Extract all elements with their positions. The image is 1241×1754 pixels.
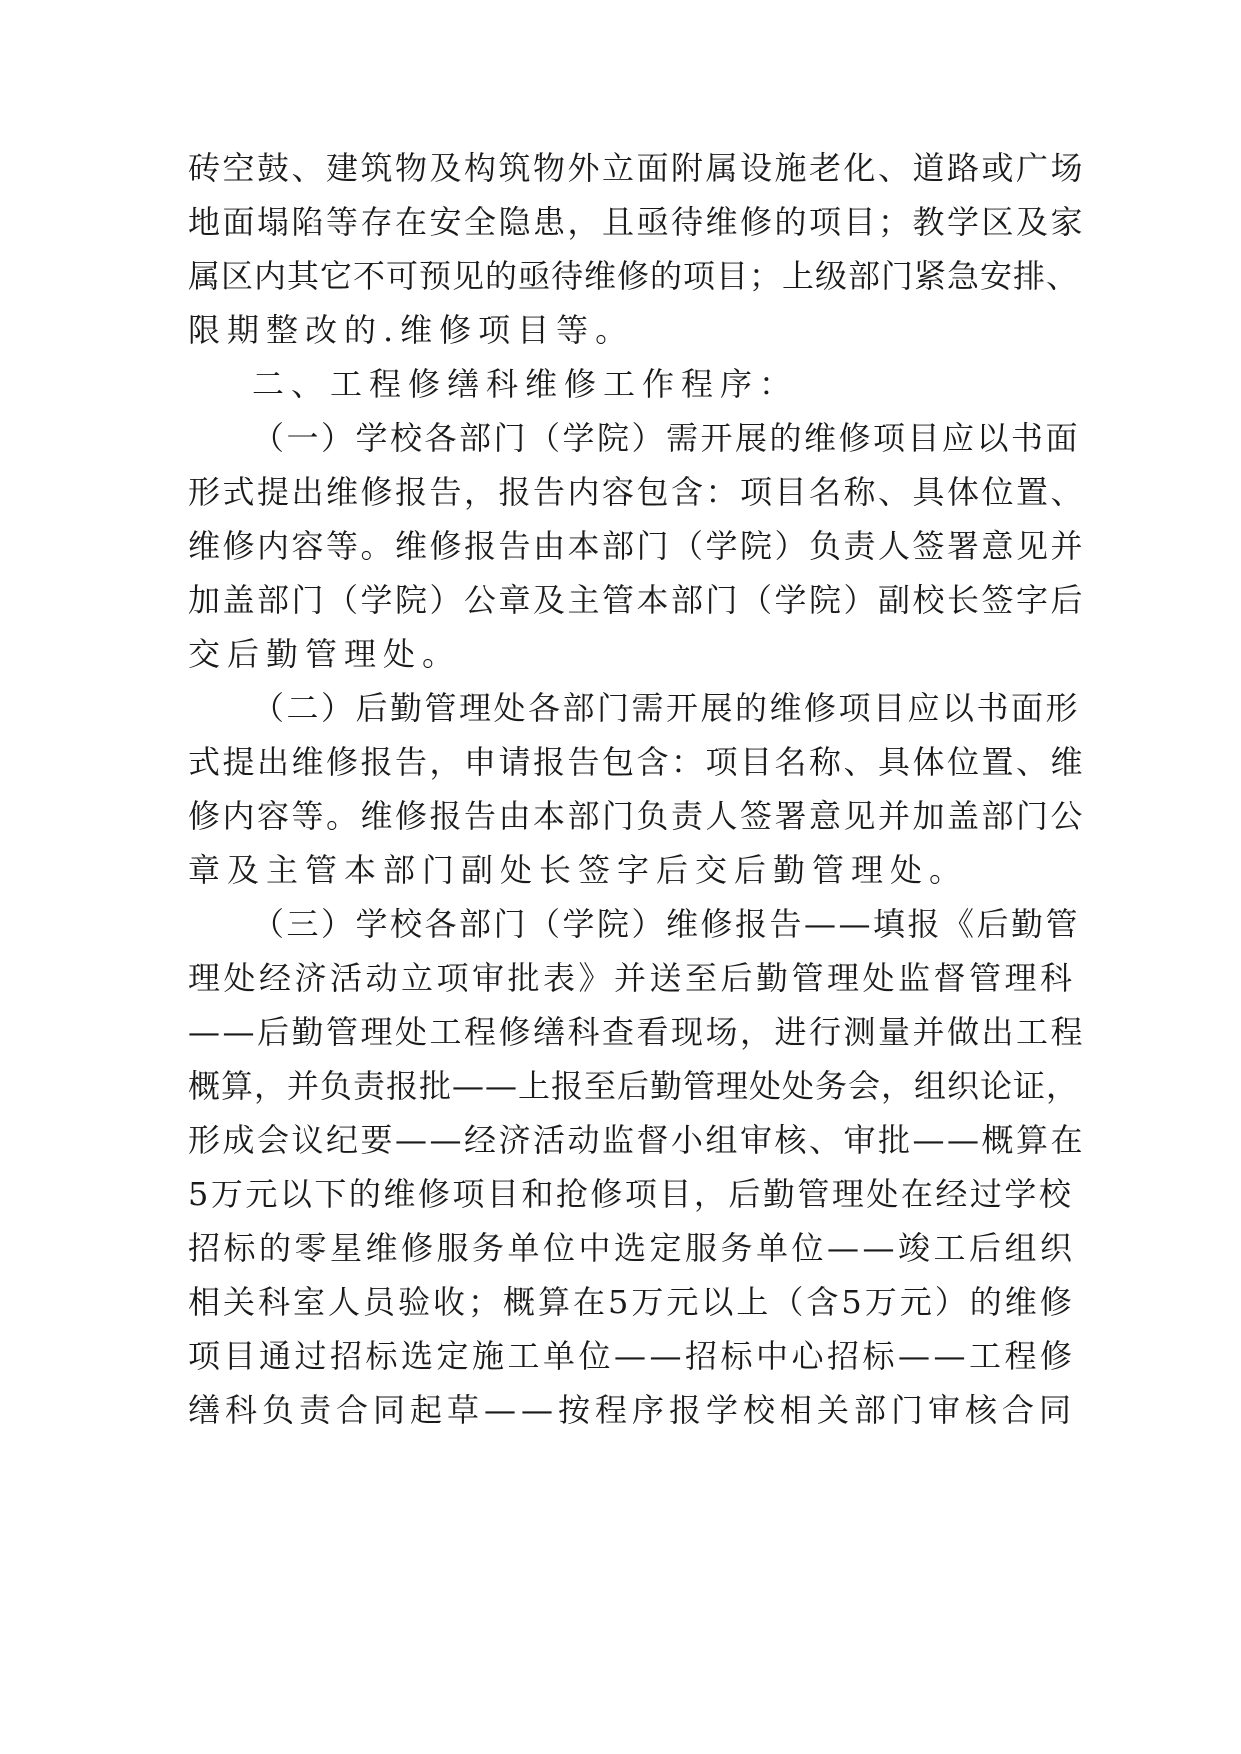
text-line: （三）学校各部门（学院）维修报告——填报《后勤管 — [252, 905, 1081, 943]
text-line: 交后勤管理处。 — [188, 635, 462, 673]
text-line: 地面塌陷等存在安全隐患，且亟待维修的项目；教学区及家 — [188, 203, 1086, 241]
text-line: 理处经济活动立项审批表》并送至后勤管理处监督管理科 — [188, 959, 1076, 997]
text-line: 修内容等。维修报告由本部门负责人签署意见并加盖部门公 — [188, 797, 1086, 835]
text-line: 维修内容等。维修报告由本部门（学院）负责人签署意见并 — [188, 527, 1086, 565]
text-line: 形成会议纪要——经济活动监督小组审核、审批——概算在 — [188, 1121, 1086, 1159]
text-line: 属区内其它不可预见的亟待维修的项目；上级部门紧急安排、 — [188, 257, 1080, 295]
text-line: 相关科室人员验收；概算在5万元以上（含5万元）的维修 — [188, 1283, 1075, 1321]
text-line: 招标的零星维修服务单位中选定服务单位——竣工后组织 — [188, 1229, 1076, 1267]
text-line: 砖空鼓、建筑物及构筑物外立面附属设施老化、道路或广场 — [188, 149, 1086, 187]
text-line: 加盖部门（学院）公章及主管本部门（学院）副校长签字后 — [188, 581, 1086, 619]
text-line: ——后勤管理处工程修缮科查看现场，进行测量并做出工程 — [188, 1013, 1086, 1051]
section-heading: 二、工程修缮科维修工作程序： — [252, 365, 799, 403]
text-line: 形式提出维修报告，报告内容包含：项目名称、具体位置、 — [188, 473, 1086, 511]
text-line: 项目通过招标选定施工单位——招标中心招标——工程修 — [188, 1337, 1076, 1375]
text-line: 章及主管本部门副处长签字后交后勤管理处。 — [188, 851, 969, 889]
text-line: （一）学校各部门（学院）需开展的维修项目应以书面 — [252, 419, 1081, 457]
text-line: 概算，并负责报批——上报至后勤管理处处务会，组织论证， — [188, 1067, 1080, 1105]
text-line: 缮科负责合同起草——按程序报学校相关部门审核合同 — [188, 1391, 1077, 1429]
text-line: 限期整改的.维修项目等。 — [188, 311, 635, 349]
text-line: 5万元以下的维修项目和抢修项目，后勤管理处在经过学校 — [188, 1175, 1074, 1213]
text-line: 式提出维修报告，申请报告包含：项目名称、具体位置、维 — [188, 743, 1086, 781]
text-line: （二）后勤管理处各部门需开展的维修项目应以书面形 — [252, 689, 1081, 727]
